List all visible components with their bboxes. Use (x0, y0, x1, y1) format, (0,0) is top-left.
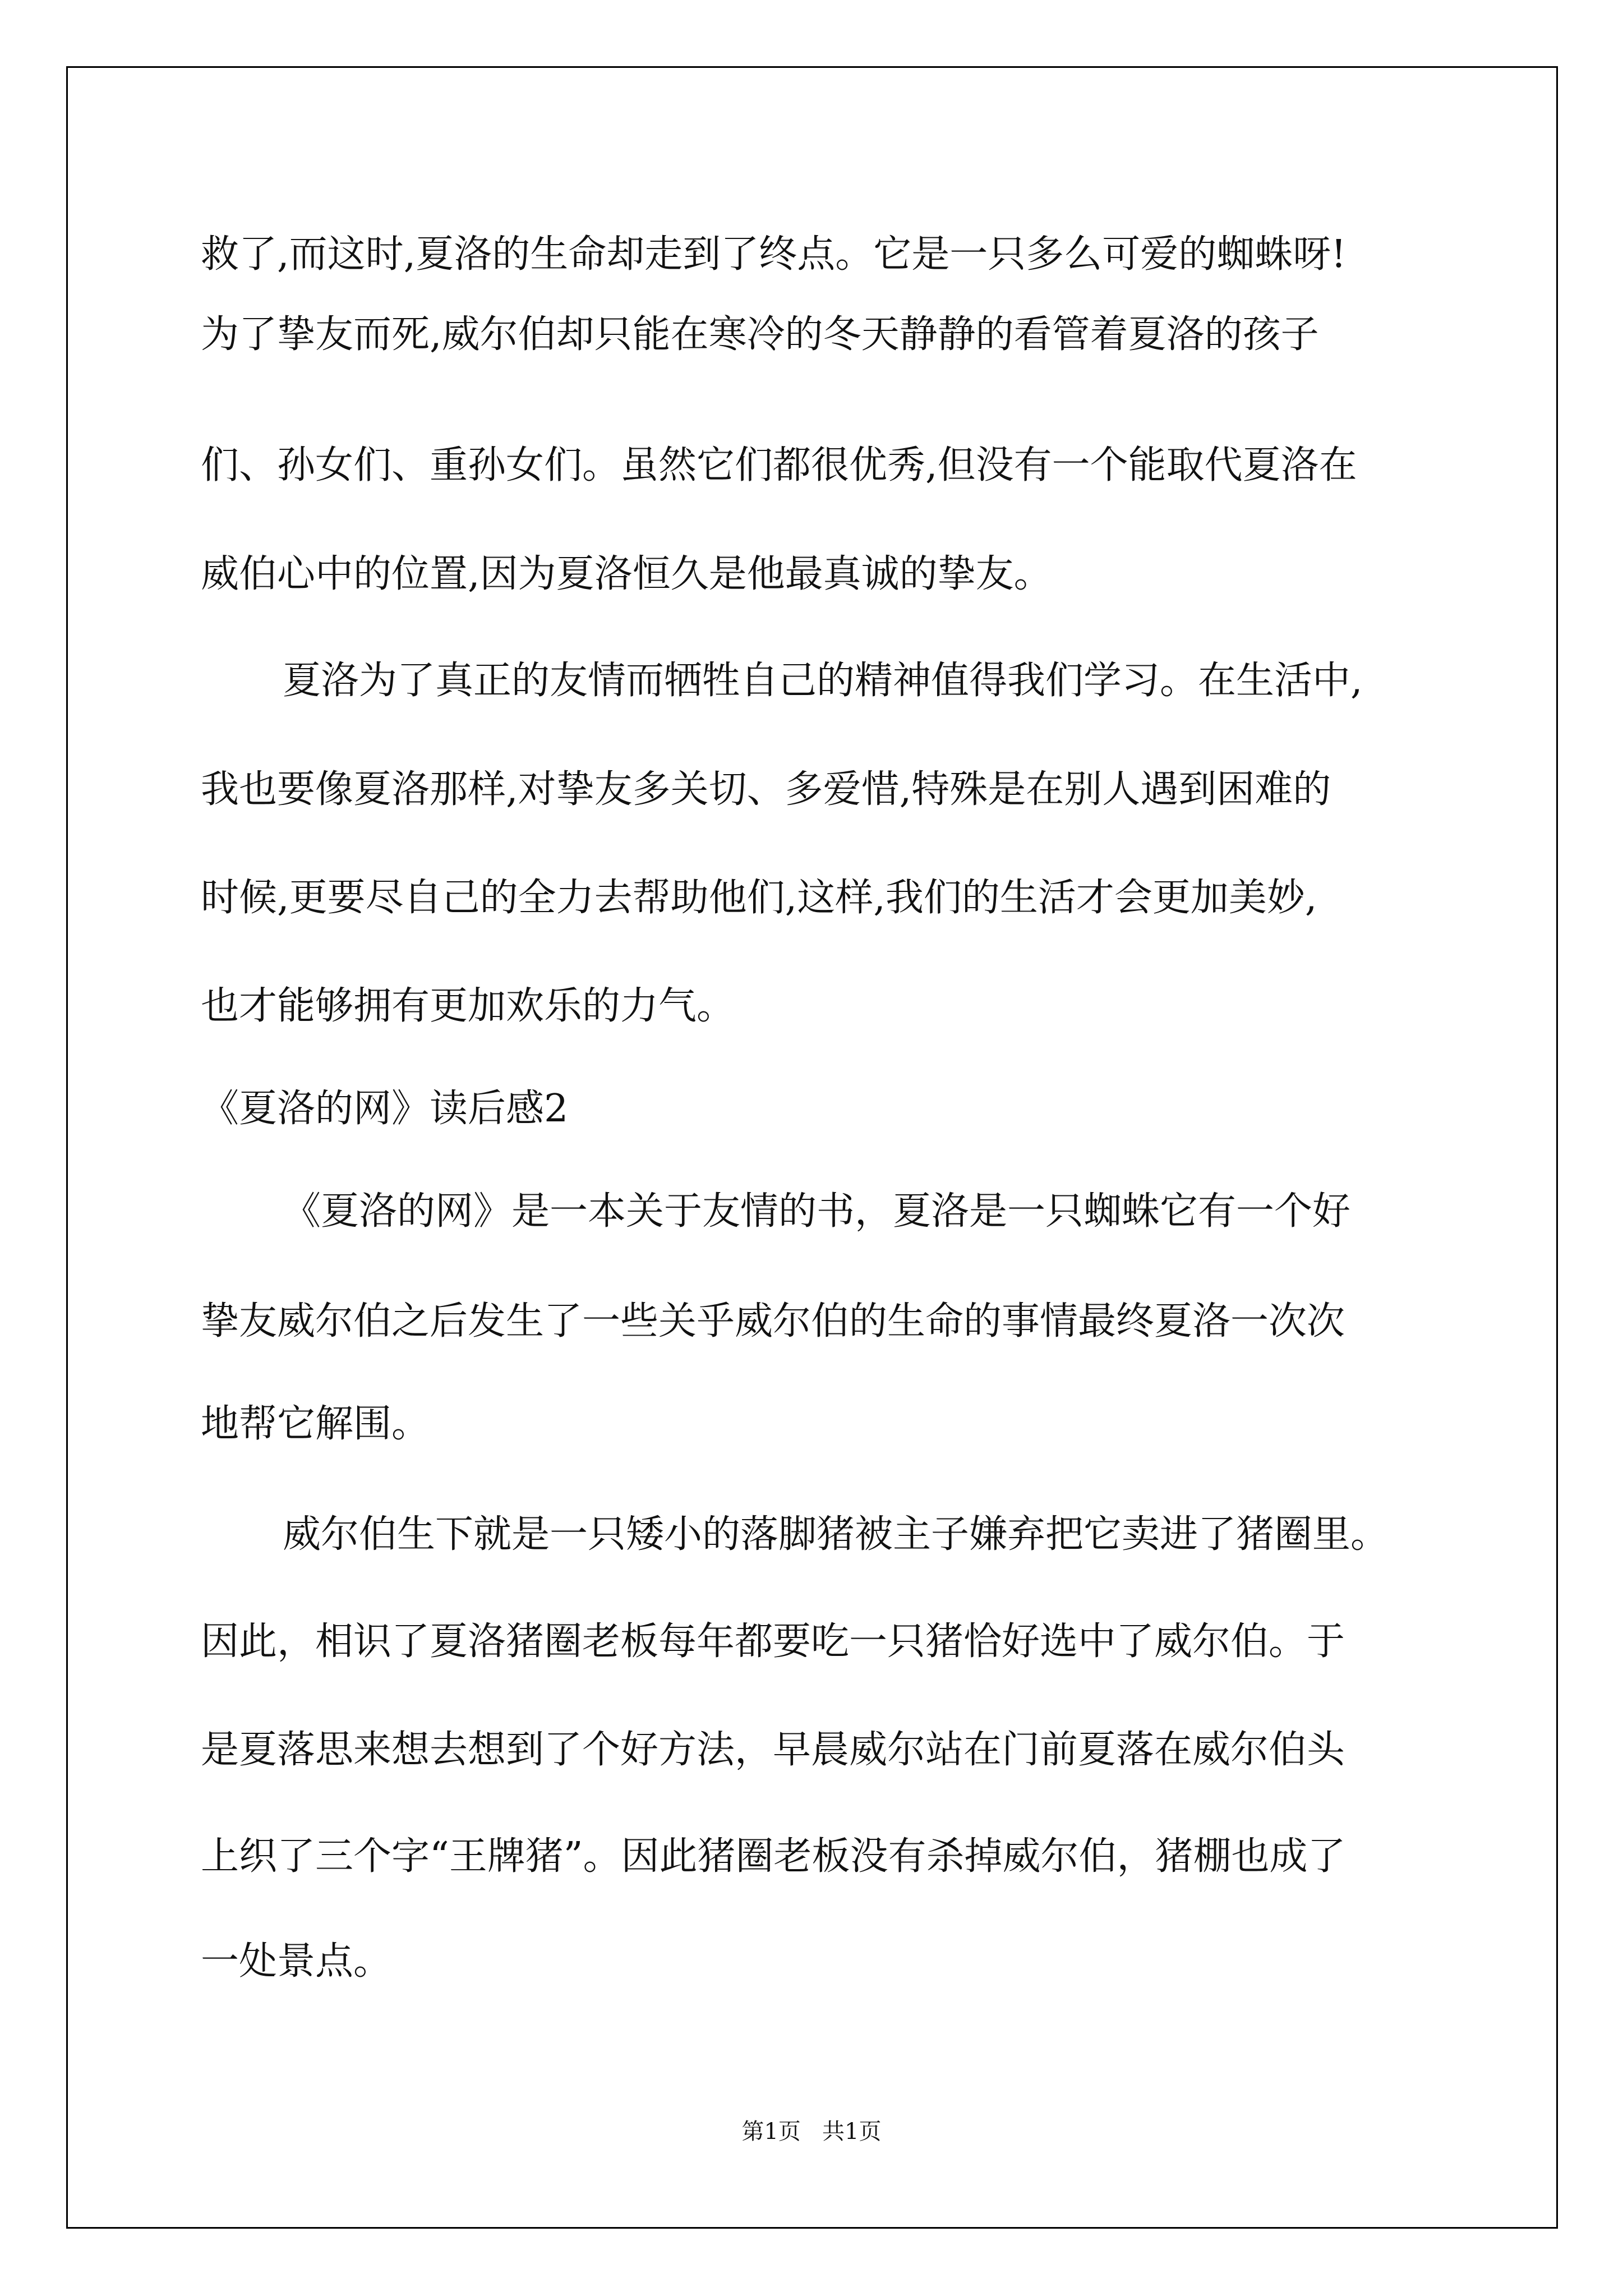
text-line: 挚友威尔伯之后发生了一些关乎威尔伯的生命的事情最终夏洛一次次 (201, 1299, 1345, 1343)
section-heading: 《夏洛的网》读后感2 (201, 1087, 569, 1131)
text-line: 我也要像夏洛那样,对挚友多关切、多爱惜,特殊是在别人遇到困难的 (201, 767, 1331, 812)
text-line: 上织了三个字“王牌猪”。因此猪圈老板没有杀掉威尔伯，猪棚也成了 (201, 1834, 1346, 1879)
paragraph-first-line: 《夏洛的网》是一本关于友情的书，夏洛是一只蜘蛛它有一个好 (283, 1189, 1351, 1234)
page-footer (0, 2114, 1623, 2146)
text-line: 为了挚友而死,威尔伯却只能在寒冷的冬天静静的看管着夏洛的孩子 (201, 312, 1319, 357)
text-line: 们、孙女们、重孙女们。虽然它们都很优秀,但没有一个能取代夏洛在 (201, 443, 1357, 487)
page-number: 第1页 共1页 (741, 2119, 882, 2145)
text-line: 因此，相识了夏洛猪圈老板每年都要吃一只猪恰好选中了威尔伯。于 (201, 1619, 1345, 1664)
text-line: 时候,更要尽自己的全力去帮助他们,这样,我们的生活才会更加美妙, (201, 876, 1317, 920)
paragraph-first-line: 威尔伯生下就是一只矮小的落脚猪被主子嫌弃把它卖进了猪圈里。 (283, 1512, 1389, 1557)
paragraph-first-line: 夏洛为了真正的友情而牺牲自己的精神值得我们学习。在生活中, (283, 659, 1363, 703)
text-line: 地帮它解围。 (201, 1402, 430, 1446)
text-line: 是夏落思来想去想到了个好方法，早晨威尔站在门前夏落在威尔伯头 (201, 1728, 1345, 1772)
text-line: 也才能够拥有更加欢乐的力气。 (201, 984, 735, 1028)
text-line: 一处景点。 (201, 1939, 392, 1984)
page-border (66, 66, 1558, 2229)
text-line: 威伯心中的位置,因为夏洛恒久是他最真诚的挚友。 (201, 552, 1052, 596)
text-line: 救了,而这时,夏洛的生命却走到了终点。它是一只多么可爱的蜘蛛呀! (201, 232, 1347, 277)
